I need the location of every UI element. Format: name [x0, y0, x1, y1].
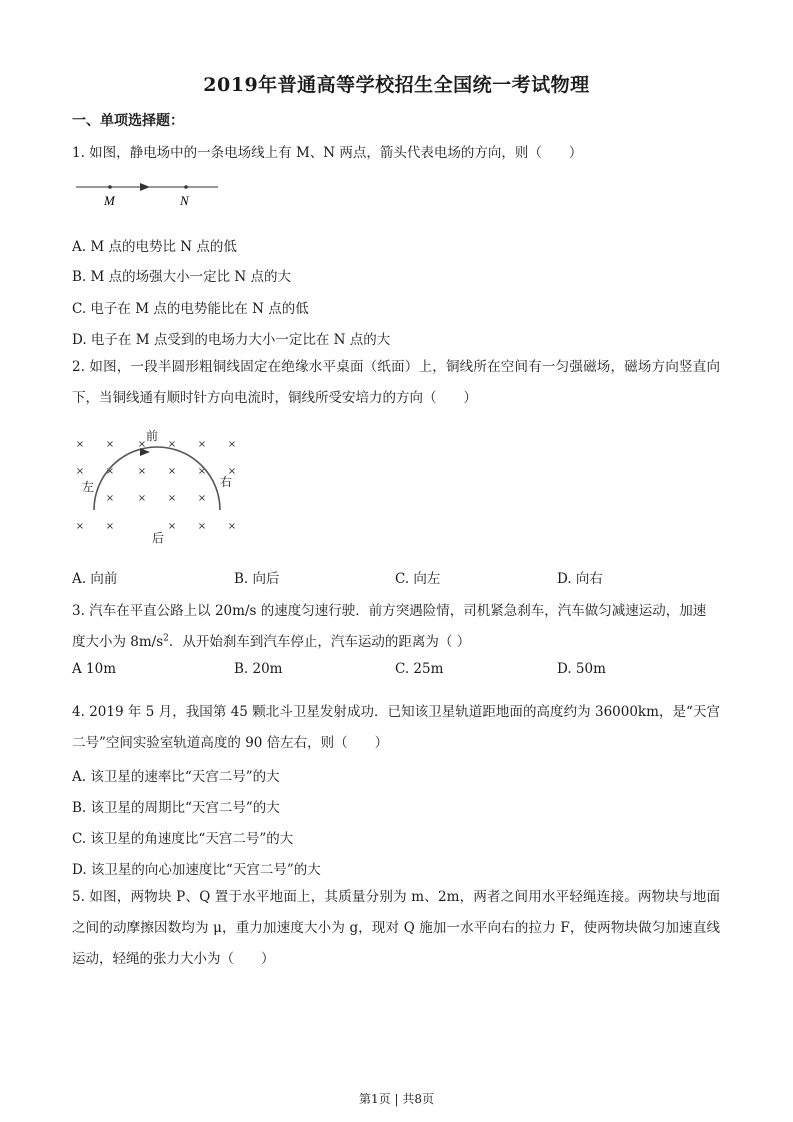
field-cross-icon: ×: [197, 466, 207, 477]
question-1-stem: 1. 如图，静电场中的一条电场线上有 M、N 两点，箭头代表电场的方向，则（ ）: [72, 145, 583, 161]
q1-option-d: D. 电子在 M 点受到的电场力大小一定比在 N 点的大: [72, 332, 391, 348]
field-cross-icon: ×: [167, 493, 177, 504]
field-cross-icon: ×: [105, 493, 115, 504]
question-4-stem: 4. 2019 年 5 月，我国第 45 颗北斗卫星发射成功．已知该卫星轨道距地面的高度约为 36000km，是“天宫二号”空间实验室轨道高度的 90 倍左右，则（ ）: [72, 704, 720, 751]
q2-options: [72, 567, 722, 587]
q3-stem-part: 度大小为 8m/s: [72, 634, 164, 650]
field-cross-icon: ×: [227, 439, 237, 450]
point-m-dot: [108, 185, 112, 189]
q3-option-c: C. 25m: [395, 661, 444, 677]
q3-option-b: B. 20m: [234, 661, 283, 677]
q3-option-a: A 10m: [72, 661, 117, 677]
q2-option-a: A. 向前: [72, 571, 118, 587]
field-cross-icon: ×: [75, 521, 85, 532]
field-cross-icon: ×: [167, 439, 177, 450]
field-cross-icon: ×: [105, 439, 115, 450]
field-arrow-icon: [140, 183, 150, 191]
field-cross-icon: ×: [197, 493, 207, 504]
label-left: 左: [81, 480, 95, 494]
label-right: 右: [219, 475, 233, 489]
q2-option-c: C. 向左: [395, 571, 441, 587]
field-cross-icon: ×: [227, 466, 237, 477]
q3-option-d: D. 50m: [557, 661, 606, 677]
page-title: 2019年普通高等学校招生全国统一考试物理: [203, 74, 590, 96]
question-2-stem: 2. 如图，一段半圆形粗铜线固定在绝缘水平桌面（纸面）上，铜线所在空间有一匀强磁场，磁场方向竖直向下，当铜线通有顺时针方向电流时，铜线所受安培力的方向（ ）: [72, 359, 720, 406]
question-5-stem: 5. 如图，两物块 P、Q 置于水平地面上，其质量分别为 m、2m，两者之间用水平轻绳连接。两物块与地面之间的动摩擦因数均为 μ，重力加速度大小为 g，现对 Q 施加一水平向右的拉力 F，使两物块做匀加速直线运动，轻绳的张力大小为（ ）: [72, 889, 720, 967]
q3-stem-part: ．从开始刹车到汽车停止，汽车运动的距离为（ ）: [168, 634, 471, 650]
field-cross-icon: ×: [227, 521, 237, 532]
field-cross-icon: ×: [75, 466, 85, 477]
q3-options: [72, 661, 722, 681]
question-3-stem-line1: 3. 汽车在平直公路上以 20m/s 的速度匀速行驶．前方突遇险情，司机紧急刹车，汽车做匀减速运动，加速: [72, 603, 707, 619]
q1-option-c: C. 电子在 M 点的电势能比在 N 点的低: [72, 301, 309, 317]
field-cross-icon: ×: [167, 521, 177, 532]
q4-option-a: A. 该卫星的速率比“天宫二号”的大: [72, 769, 280, 785]
q2-option-b: B. 向后: [234, 571, 280, 587]
field-cross-icon: ×: [75, 439, 85, 450]
label-front: 前: [145, 429, 159, 443]
label-back: 后: [151, 531, 165, 545]
q3-stem-superscript: 2: [163, 633, 169, 644]
q4-option-d: D. 该卫星的向心加速度比“天宫二号”的大: [72, 862, 321, 878]
q1-option-a: A. M 点的电势比 N 点的低: [72, 239, 237, 255]
q4-option-b: B. 该卫星的周期比“天宫二号”的大: [72, 800, 280, 816]
q2-option-d: D. 向右: [557, 571, 603, 587]
point-n-label: N: [180, 193, 189, 208]
field-cross-icon: ×: [137, 439, 147, 450]
field-cross-icon: ×: [197, 439, 207, 450]
field-cross-icon: ×: [105, 466, 115, 477]
field-cross-icon: ×: [137, 493, 147, 504]
semicircle-wire-figure: [70, 425, 250, 550]
field-cross-icon: ×: [167, 466, 177, 477]
field-line-figure: [72, 174, 222, 214]
field-cross-icon: ×: [197, 521, 207, 532]
field-cross-icon: ×: [105, 521, 115, 532]
q1-option-b: B. M 点的场强大小一定比 N 点的大: [72, 269, 292, 285]
field-cross-icon: ×: [137, 466, 147, 477]
point-n-dot: [184, 185, 188, 189]
page-footer: 第1页 | 共8页: [359, 1092, 434, 1106]
section-heading: 一、单项选择题：: [72, 113, 184, 129]
point-m-label: M: [104, 193, 115, 208]
q4-option-c: C. 该卫星的角速度比“天宫二号”的大: [72, 831, 294, 847]
question-3-stem-line2: [72, 630, 470, 650]
